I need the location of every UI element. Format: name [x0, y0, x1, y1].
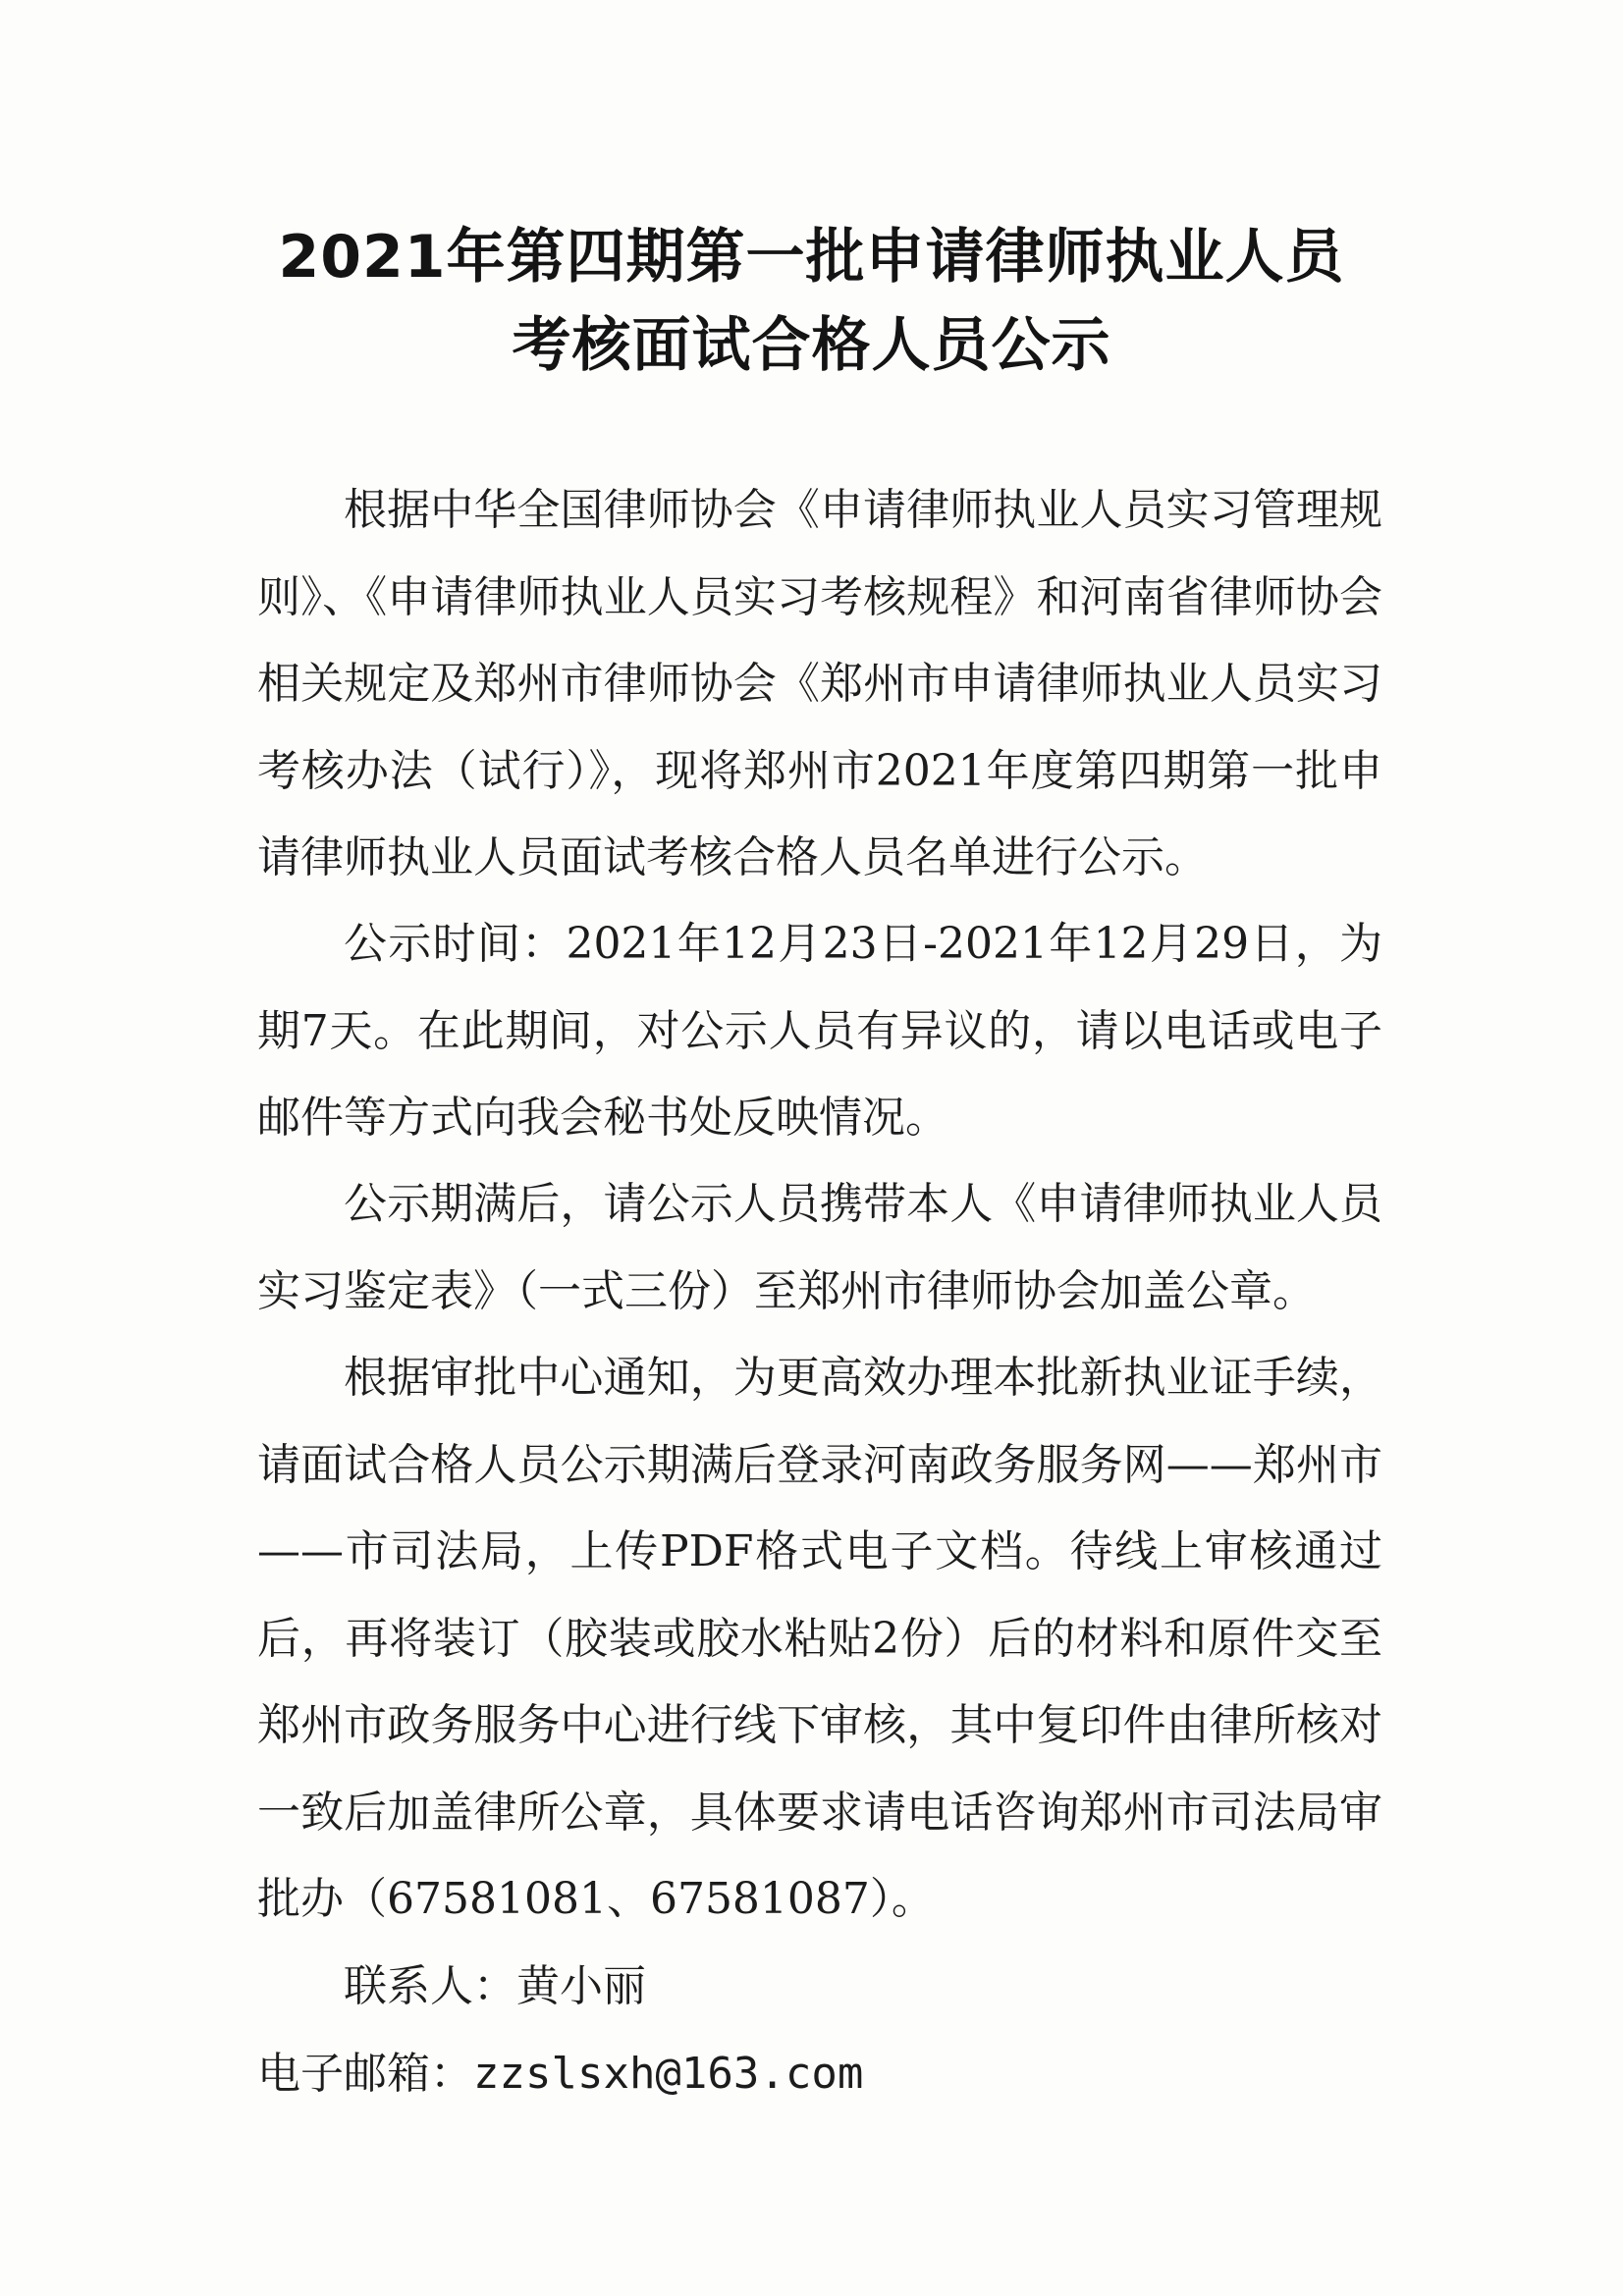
email-label: 电子邮箱：: [257, 2049, 473, 2099]
contact-name: 黄小丽: [516, 1961, 646, 2011]
paragraph-text: 根据中华全国律师协会《申请律师执业人员实习管理规则》、《申请律师执业人员实习考核规程》和河南省律师协会相关规定及郑州市律师协会《郑州市申请律师执业人员实习考核办法（试行）》，现将郑州市2021年度第四期第一批申请律师执业人员面试考核合格人员名单进行公示。: [257, 485, 1382, 882]
contact-line: [344, 1944, 646, 2031]
paragraph-after-publicity: [257, 1161, 1382, 1335]
email-line: [257, 2031, 863, 2118]
paragraph-approval-notice: [257, 1335, 1382, 1944]
email-address[interactable]: zzslsxh@163.com: [473, 2049, 864, 2099]
title-line-1: 2021年第四期第一批申请律师执业人员: [278, 223, 1345, 292]
paragraph-text: 公示期满后，请公示人员携带本人《申请律师执业人员实习鉴定表》（一式三份）至郑州市律师协会加盖公章。: [257, 1179, 1382, 1316]
contact-label: 联系人：: [344, 1961, 516, 2011]
paragraph-text: 根据审批中心通知，为更高效办理本批新执业证手续，请面试合格人员公示期满后登录河南政务服务网——郑州市——市司法局，上传PDF格式电子文档。待线上审核通过后，再将装订（胶装或胶水粘贴2份）后的材料和原件交至郑州市政务服务中心进行线下审核，其中复印件由律所核对一致后加盖律所公章，具体要求请电话咨询郑州市司法局审批办（67581081、67581087）。: [257, 1353, 1382, 1924]
paragraph-publicity-period: [257, 901, 1382, 1162]
paragraph-regulations: [257, 467, 1382, 902]
paragraph-text: 公示时间：2021年12月23日-2021年12月29日，为期7天。在此期间，对公示人员有异议的，请以电话或电子邮件等方式向我会秘书处反映情况。: [257, 919, 1382, 1143]
title-line-2: 考核面试合格人员公示: [512, 311, 1111, 380]
